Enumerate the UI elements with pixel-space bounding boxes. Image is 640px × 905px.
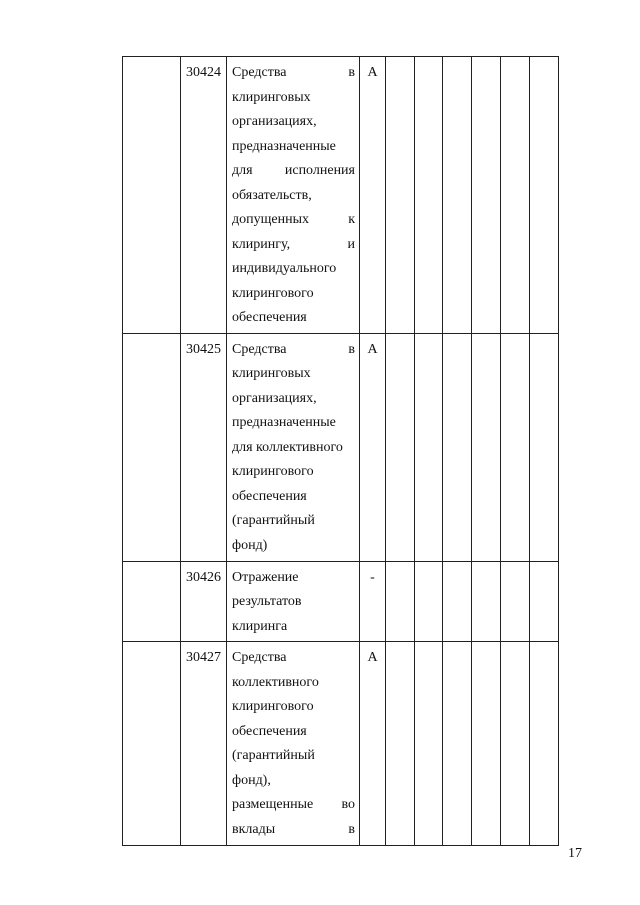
blank-cell (501, 57, 530, 334)
blank-cell (472, 57, 501, 334)
account-name-line (232, 233, 355, 258)
account-type: А (360, 333, 386, 561)
account-name-word: клиринговых (232, 366, 311, 381)
account-name (227, 642, 360, 846)
account-name-word: исполнения (284, 163, 355, 178)
account-name-line (232, 769, 355, 794)
account-name-word: фонд) (232, 537, 268, 553)
account-name-word: результатов (232, 594, 302, 609)
account-name-line (232, 460, 355, 485)
account-name-word: во (341, 797, 355, 812)
account-name-line (232, 744, 355, 769)
account-name-word: обеспечения (232, 310, 307, 325)
accounts-table-body (123, 57, 559, 846)
blank-cell (415, 561, 443, 642)
account-name-line (232, 135, 355, 160)
blank-cell (386, 642, 415, 846)
blank-cell (530, 561, 559, 642)
account-type: А (360, 642, 386, 846)
account-name-word: фонд), (232, 772, 271, 788)
blank-cell (501, 333, 530, 561)
blank-cell (386, 561, 415, 642)
account-name-word: в (348, 341, 355, 357)
account-name-line (232, 566, 355, 591)
blank-cell (443, 333, 472, 561)
account-row (123, 642, 559, 846)
blank-cell (415, 57, 443, 334)
account-name-word: (гарантийный (232, 748, 315, 763)
account-name-line (232, 646, 355, 671)
blank-cell (415, 333, 443, 561)
row-empty-cell (123, 561, 181, 642)
account-name-word: индивидуального (232, 261, 337, 276)
account-name-word: в (348, 821, 355, 837)
account-name-line (232, 411, 355, 436)
account-name-word: (гарантийный (232, 513, 315, 528)
blank-cell (472, 642, 501, 846)
account-code: 30427 (181, 642, 227, 846)
account-name (227, 57, 360, 334)
account-name-line (232, 282, 355, 307)
account-name-word: клиринга (232, 618, 288, 634)
blank-cell (501, 642, 530, 846)
account-code: 30425 (181, 333, 227, 561)
account-name-line (232, 615, 355, 640)
account-name-line (232, 257, 355, 282)
blank-cell (530, 642, 559, 846)
account-row (123, 57, 559, 334)
account-name-line (232, 485, 355, 510)
account-name-text (227, 642, 359, 844)
account-name-word: предназначенные (232, 415, 336, 430)
account-row (123, 333, 559, 561)
account-name-line (232, 208, 355, 233)
blank-cell (386, 57, 415, 334)
account-name-word: Отражение (232, 569, 299, 585)
row-empty-cell (123, 642, 181, 846)
account-name-word: организациях, (232, 390, 317, 406)
account-name-line (232, 338, 355, 363)
account-name (227, 333, 360, 561)
blank-cell (443, 57, 472, 334)
account-name-line (232, 534, 355, 559)
account-name-word: клирингового (232, 699, 314, 714)
account-name-word: к (348, 212, 355, 227)
account-name-word: для (232, 163, 253, 178)
account-name-line (232, 818, 355, 843)
row-empty-cell (123, 333, 181, 561)
blank-cell (530, 333, 559, 561)
account-name-word: допущенных (232, 212, 309, 227)
account-name-line (232, 671, 355, 696)
blank-cell (443, 561, 472, 642)
account-name-word: вклады (232, 821, 276, 837)
account-code: 30424 (181, 57, 227, 334)
account-name-word: размещенные (232, 797, 314, 812)
blank-cell (415, 642, 443, 846)
row-empty-cell (123, 57, 181, 334)
page-number: 17 (568, 846, 582, 861)
blank-cell (472, 333, 501, 561)
account-name-line (232, 793, 355, 818)
account-name-line (232, 695, 355, 720)
account-name-word: клиринговых (232, 89, 311, 105)
account-name-word: обязательств, (232, 187, 312, 203)
accounts-table (122, 56, 559, 846)
account-name-line (232, 387, 355, 412)
blank-cell (530, 57, 559, 334)
account-name-word: обеспечения (232, 488, 307, 504)
account-name-text (227, 562, 359, 642)
account-name-line (232, 159, 355, 184)
account-name-line (232, 184, 355, 209)
account-name-word: Средства (232, 341, 287, 357)
account-name-line (232, 110, 355, 135)
account-name-word: для коллективного (232, 439, 343, 455)
account-name-line (232, 720, 355, 745)
account-type: - (360, 561, 386, 642)
account-name (227, 561, 360, 642)
account-name-word: клирингу, (232, 236, 291, 252)
account-name-word: в (348, 65, 355, 80)
account-type: А (360, 57, 386, 334)
account-name-line (232, 362, 355, 387)
account-name-word: Средства (232, 650, 287, 665)
accounts-table-wrap (122, 56, 558, 846)
account-code: 30426 (181, 561, 227, 642)
account-name-word: Средства (232, 65, 287, 80)
account-name-word: организациях, (232, 114, 317, 129)
account-name-word: клирингового (232, 285, 314, 301)
account-name-line (232, 590, 355, 615)
account-name-line (232, 436, 355, 461)
account-name-text (227, 334, 359, 561)
account-name-line (232, 306, 355, 331)
blank-cell (501, 561, 530, 642)
account-name-line (232, 86, 355, 111)
account-name-word: коллективного (232, 674, 319, 690)
account-name-word: обеспечения (232, 723, 307, 739)
account-name-word: и (347, 236, 355, 252)
account-row (123, 561, 559, 642)
account-name-line (232, 509, 355, 534)
blank-cell (472, 561, 501, 642)
account-name-word: клирингового (232, 464, 314, 479)
account-name-line (232, 61, 355, 86)
account-name-word: предназначенные (232, 138, 336, 154)
account-name-text (227, 57, 359, 333)
blank-cell (443, 642, 472, 846)
blank-cell (386, 333, 415, 561)
